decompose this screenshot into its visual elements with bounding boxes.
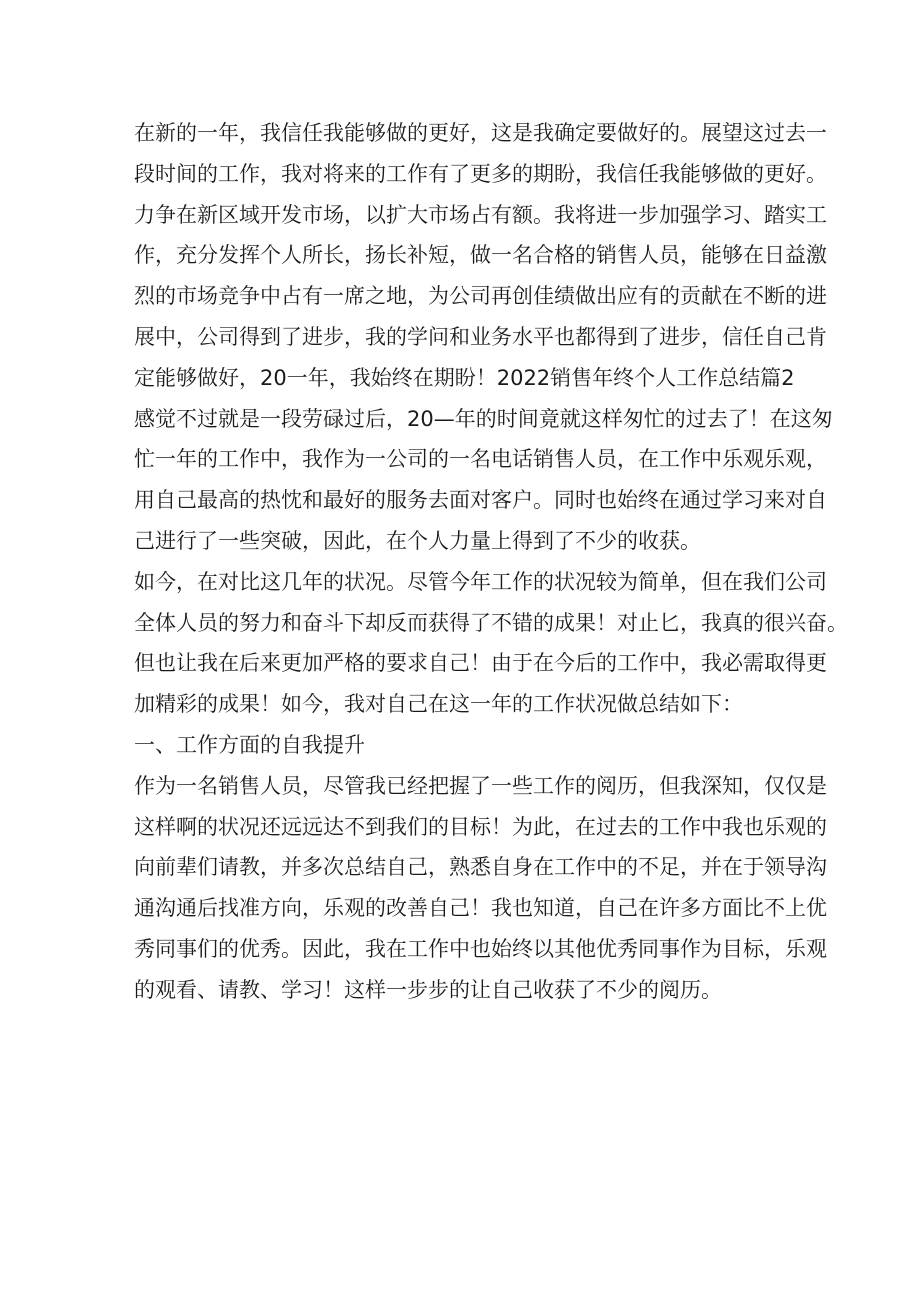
text-line: 如今，在对比这几年的状况。尽管今年工作的状况较为简单，但在我们公司 — [134, 569, 827, 594]
text-line: 己进行了一些突破，因此，在个人力量上得到了不少的收获。 — [134, 528, 701, 553]
text-line: 全体人员的努力和奋斗下却反而获得了不错的成果！对止匕，我真的很兴奋。 — [134, 610, 848, 635]
document-body — [134, 113, 848, 1011]
text-line: 定能够做好，20一年，我始终在期盼！2022销售年终个人工作总结篇2 — [134, 365, 795, 390]
text-line: 这样啊的状况还远远达不到我们的目标！为此，在过去的工作中我也乐观的 — [134, 814, 827, 839]
text-line: 在新的一年，我信任我能够做的更好，这是我确定要做好的。展望这过去一 — [134, 121, 827, 145]
text-line: 作，充分发挥个人所长，扬长补短，做一名合格的销售人员，能够在日益激 — [134, 243, 827, 268]
section-heading: 一、工作方面的自我提升 — [134, 732, 365, 757]
text-line: 用自己最高的热忱和最好的服务去面对客户。同时也始终在通过学习来对自 — [134, 488, 827, 513]
text-line: 加精彩的成果！如今，我对自己在这一年的工作状况做总结如下： — [134, 692, 743, 717]
text-line: 忙一年的工作中，我作为一公司的一名电话销售人员，在工作中乐观乐观， — [134, 447, 827, 472]
text-line: 展中，公司得到了进步，我的学问和业务水平也都得到了进步，信任自己肯 — [134, 324, 827, 349]
text-line: 但也让我在后来更加严格的要求自己！由于在今后的工作中，我必需取得更 — [134, 651, 827, 676]
text-line: 作为一名销售人员，尽管我已经把握了一些工作的阅历，但我深知，仅仅是 — [134, 773, 827, 798]
text-line: 秀同事们的优秀。因此，我在工作中也始终以其他优秀同事作为目标，乐观 — [134, 936, 827, 961]
text-line: 烈的市场竞争中占有一席之地，为公司再创佳绩做出应有的贡献在不断的进 — [134, 284, 827, 309]
text-line: 感觉不过就是一段劳碌过后，20—年的时间竟就这样匆忙的过去了！在这匆 — [134, 406, 833, 431]
text-line: 的观看、请教、学习！这样一步步的让自己收获了不少的阅历。 — [134, 977, 722, 1002]
text-line: 力争在新区域开发市场，以扩大市场占有额。我将进一步加强学习、踏实工 — [134, 202, 827, 227]
text-line: 通沟通后找准方向，乐观的改善自己！我也知道，自己在许多方面比不上优 — [134, 896, 827, 921]
text-line: 向前辈们请教，并多次总结自己，熟悉自身在工作中的不足，并在于领导沟 — [134, 855, 827, 880]
text-line: 段时间的工作，我对将来的工作有了更多的期盼，我信任我能够做的更好。 — [134, 161, 827, 186]
